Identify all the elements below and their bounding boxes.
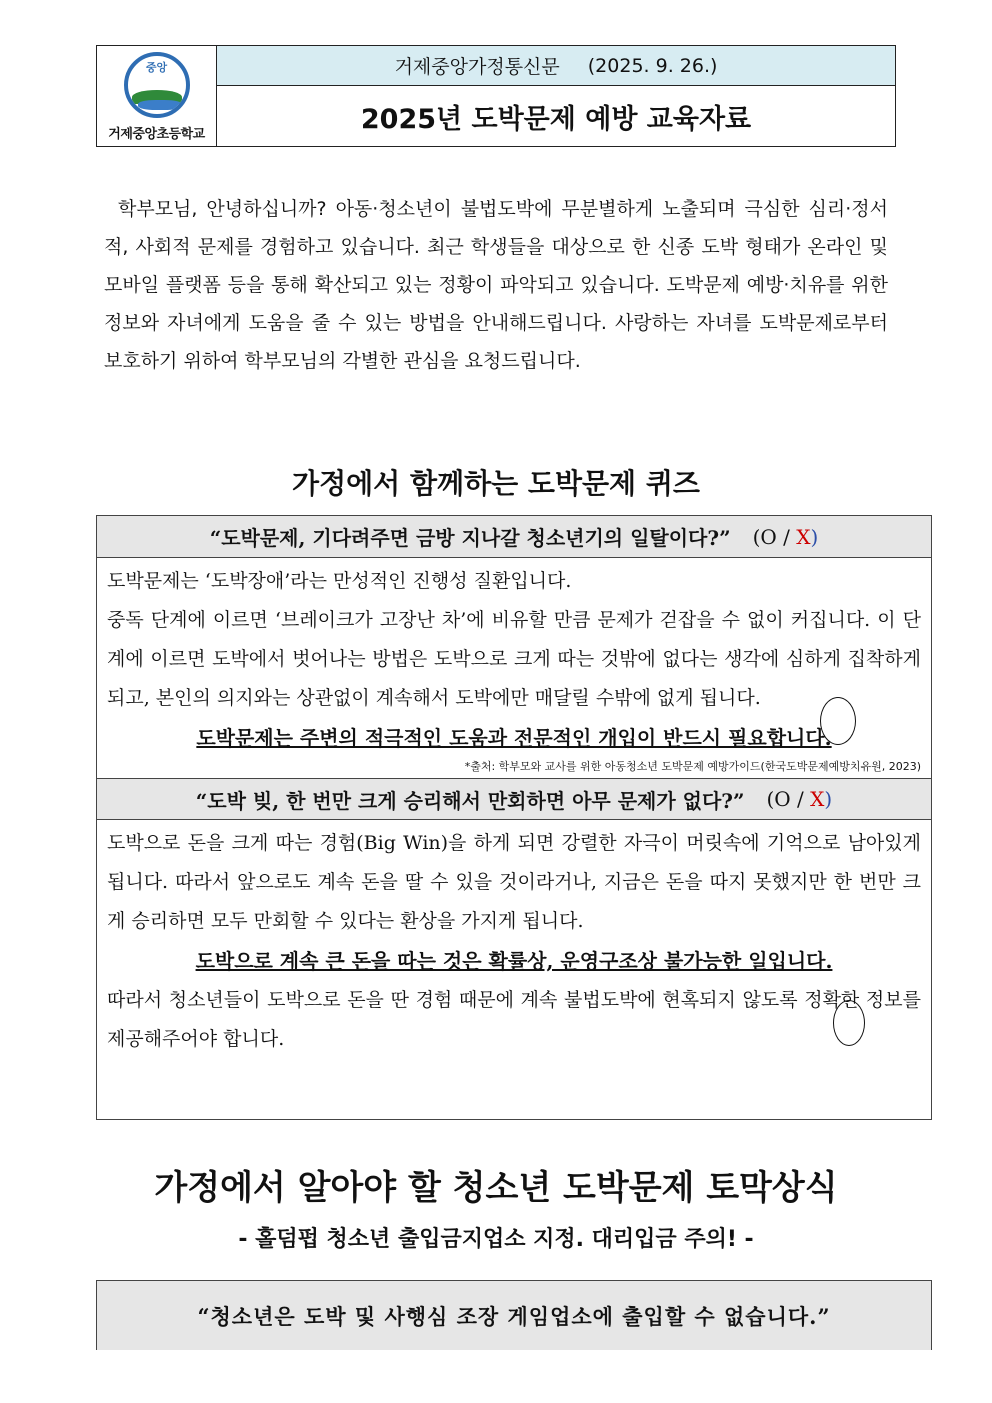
answer-text: 따라서 청소년들이 도박으로 돈을 딴 경험 때문에 계속 불법도박에 현혹되지 않도록 정확한 정보를 제공해주어야 합니다. [107, 989, 921, 1050]
x-mark: X [796, 524, 811, 549]
quote-text: “청소년은 도박 및 사행심 조장 게임업소에 출입할 수 없습니다.” [197, 1303, 831, 1329]
title-cell [217, 46, 895, 146]
hand-drawn-circle-mark [833, 1000, 865, 1046]
document-title: 2025년 도박문제 예방 교육자료 [360, 103, 752, 135]
answer-text: 도박문제는 ‘도박장애’라는 만성적인 진행성 질환입니다. [107, 570, 572, 592]
quiz-section-heading: 가정에서 함께하는 도박문제 퀴즈 [292, 467, 700, 500]
answer-emphasis: 도박문제는 주변의 적극적인 도움과 전문적인 개입이 반드시 필요합니다. [196, 726, 832, 750]
answer-text: 도박으로 돈을 크게 따는 경험(Big Win)을 하게 되면 강렬한 자극이 머릿속에 기억으로 남아있게 됩니다. 따라서 앞으로도 계속 돈을 딸 수 있을 것이라거나, 지금은 돈을 따지 못했지만 한 번만 크게 승리하면 모두 만회할 수 있다는 환상을 가지게 됩니다. [107, 832, 921, 932]
question-text: “도박문제, 기다려주면 금방 지나갈 청소년기의 일탈이다?” [209, 526, 731, 550]
x-mark: X [810, 787, 825, 811]
answer-emphasis: 도박으로 계속 큰 돈을 따는 것은 확률상, 운영구조상 불가능한 일입니다. [195, 949, 833, 973]
newsletter-date: (2025. 9. 26.) [587, 54, 718, 77]
source-citation: *출처: 학부모와 교사를 위한 아동청소년 도박문제 예방가이드(한국도박문제예방치유원, 2023) [464, 760, 921, 773]
newsletter-header [96, 45, 896, 147]
ox-answer: (O / X) [752, 524, 819, 549]
intro-paragraph: 학부모님, 안녕하십니까? 아동·청소년이 불법도박에 무분별하게 노출되며 극심한 심리·정서적, 사회적 문제를 경험하고 있습니다. 최근 학생들을 대상으로 한 신종 도박 형태가 온라인 및 모바일 플랫폼 등을 통해 확산되고 있는 정황이 파악되고 있습니다. 도박문제 예방·치유를 위한 정보와 자녀에게 도움을 줄 수 있는 방법을 안내해드립니다. 사랑하는 자녀를 도박문제로부터 보호하기 위하여 학부모님의 각별한 관심을 요청드립니다. [104, 198, 888, 372]
newsletter-name: 거제중앙가정통신문 [394, 56, 560, 78]
common-sense-subheading: - 홀덤펍 청소년 출입금지업소 지정. 대리입금 주의! - [238, 1227, 754, 1252]
school-name: 거제중앙초등학교 [108, 127, 205, 142]
ox-answer: (O / X) [766, 787, 833, 811]
common-sense-heading: 가정에서 알아야 할 청소년 도박문제 토막상식 [154, 1168, 838, 1208]
hand-drawn-circle-mark [820, 697, 856, 745]
quote-box [96, 1280, 932, 1350]
school-logo-cell [97, 46, 217, 146]
quiz-question-2 [97, 778, 931, 820]
quiz-box [96, 515, 932, 1120]
newsletter-band [217, 46, 895, 86]
quiz-answer-1 [97, 558, 931, 758]
quiz-question-1 [97, 516, 931, 558]
question-text: “도박 빚, 한 번만 크게 승리해서 만회하면 아무 문제가 없다?” [195, 788, 745, 813]
quiz-answer-2 [97, 820, 931, 1059]
answer-text: 중독 단계에 이르면 ‘브레이크가 고장난 차’에 비유할 만큼 문제가 걷잡을 수 없이 커집니다. 이 단계에 이르면 도박에서 벗어나는 방법은 도박으로 크게 따는 것밖에 없다는 생각에 심하게 집착하게 되고, 본인의 의지와는 상관없이 계속해서 도박에만 매달릴 수밖에 없게 됩니다. [107, 609, 921, 709]
school-emblem-icon [124, 52, 190, 118]
emblem-text: 중앙 [145, 61, 168, 74]
